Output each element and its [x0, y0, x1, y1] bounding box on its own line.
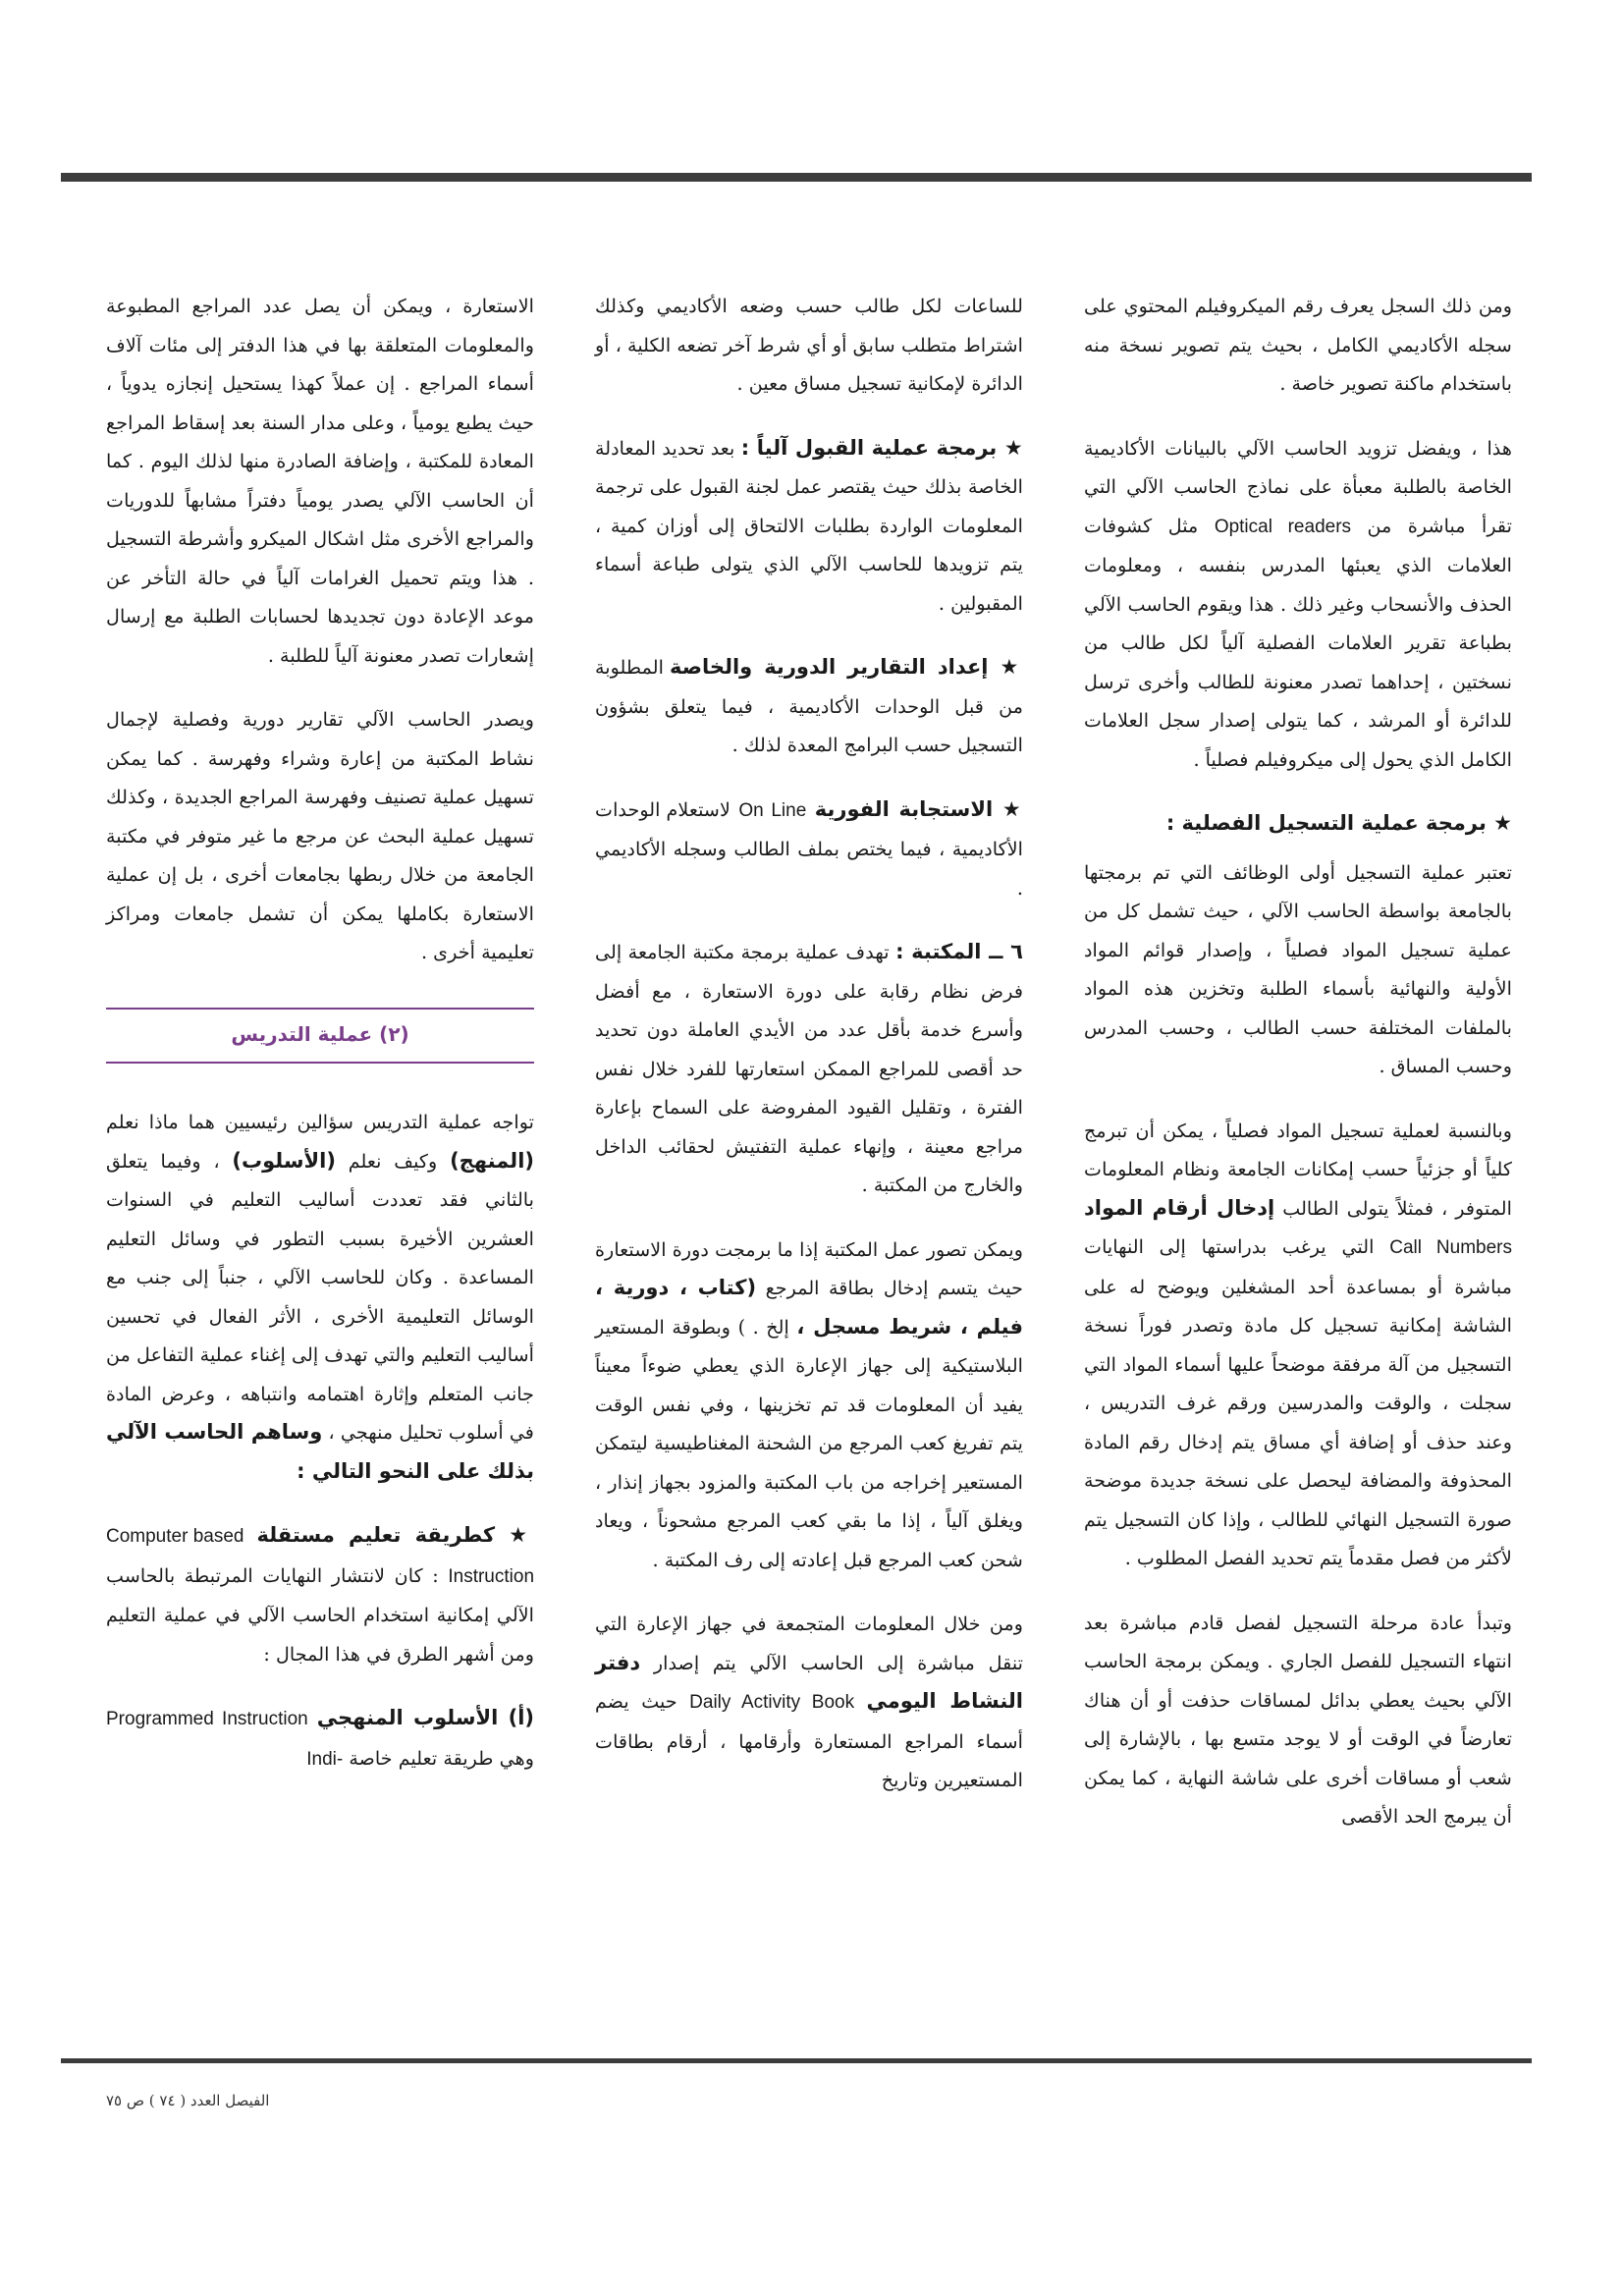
paragraph-text: تهدف عملية برمجة مكتبة الجامعة إلى فرض نظام رقابة على دورة الاستعارة ، مع أفضل وأسرع خدمة بأقل عدد من الأيدي العاملة دون تحديد حد أقصى للمراجع الممكن استعارتها للفرد خلال نفس الفترة ، وتقليل القيود المفروضة على السماح بإعارة مراجع معينة ، وإنهاء عملية التفتيش لحقائب الداخل والخارج من المكتبة . [595, 941, 1023, 1196]
paragraph-text: ويمكن تصور عمل المكتبة إذا ما برمجت دورة الاستعارة حيث يتسم إدخال بطاقة المرجع [595, 1237, 1023, 1299]
subheading: ٦ ــ المكتبة : [895, 940, 1023, 963]
bold-term: إدخال أرقام المواد [1084, 1195, 1275, 1220]
paragraph: الاستعارة ، ويمكن أن يصل عدد المراجع المطبوعة والمعلومات المتعلقة بها في هذا الدفتر إلى مئات آلاف أسماء المراجع . إن عملاً كهذا يستحيل إنجازه يدوياً ، حيث يطبع يومياً ، وعلى مدار السنة بعد إسقاط المراجع المعادة للمكتبة ، وإضافة الصادرة منها لذلك اليوم . كما أن الحاسب الآلي يصدر يومياً دفتراً مشابهاً للدوريات والمراجع الأخرى مثل اشكال الميكرو وأشرطة التسجيل . هذا ويتم تحميل الغرامات آلياً في حالة التأخر عن موعد الإعادة دون تجديدها لحسابات الطلبة مع إرسال إشعارات تصدر معنونة آلياً للطلبة . [106, 295, 534, 667]
english-term: Optical readers [1214, 516, 1352, 537]
paragraph-text: المطلوبة من قبل الوحدات الأكاديمية ، فيما يتعلق بشؤون التسجيل حسب البرامج المعدة لذلك . [595, 656, 1023, 756]
bottom-rule [61, 2058, 1532, 2063]
paragraph: تعتبر عملية التسجيل أولى الوظائف التي تم برمجتها بالجامعة بواسطة الحاسب الآلي ، حيث تشمل كل من عملية تسجيل المواد فصلياً ، وإصدار قوائم المواد الأولية والنهائية بأسماء الطلبة وتخزين هذه المواد بالملفات المختلفة حسب الطالب ، وحسب المدرس وحسب المساق . [1084, 860, 1512, 1077]
paragraph-text: تواجه عملية التدريس سؤالين رئيسيين هما ماذا نعلم [106, 1111, 534, 1133]
paragraph-text: : كان لانتشار النهايات المرتبطة بالحاسب الآلي إمكانية استخدام الحاسب الآلي في عملية التعليم ومن أشهر الطرق في هذا المجال : [106, 1563, 534, 1666]
paragraph-text: بعد تحديد المعادلة الخاصة بذلك حيث يقتصر عمل لجنة القبول على ترجمة المعلومات الواردة بطلبات الالتحاق إلى أوزان كمية ، يتم تزويدها للحاسب الآلي الذي يتولى طباعة أسماء المقبولين . [595, 436, 1023, 615]
paragraph: ومن ذلك السجل يعرف رقم الميكروفيلم المحتوي على سجله الأكاديمي الكامل ، بحيث يتم تصوير نسخة منه باستخدام ماكنة تصوير خاصة . [1084, 295, 1512, 395]
english-term: Computer based Instruction [106, 1526, 535, 1587]
paragraph [595, 648, 1023, 765]
paragraph [595, 1230, 1023, 1580]
english-term: Indi- [306, 1748, 344, 1770]
paragraph [1084, 1112, 1512, 1578]
paragraph [595, 429, 1023, 624]
paragraph-text: مثل كشوفات العلامات الذي يعبئها المدرس بنفسه ، ومعلومات الحذف والأنسحاب وغير ذلك . هذا ويقوم الحاسب الآلي بطباعة تقرير العلامات الفصلية آلياً لكل طالب من نسختين ، إحداهما تصدر معنونة للطالب وأخرى ترسل للدائرة أو المرشد ، كما يتولى إصدار سجل العلامات الكامل الذي يحول إلى ميكروفيلم فصلياً . [1084, 514, 1512, 771]
paragraph-text: وكيف نعلم [348, 1149, 438, 1173]
paragraph-text: التي يرغب بدراستها إلى النهايات مباشرة أو بمساعدة أحد المشغلين ويوضح له على الشاشة إمكانية تسجيل كل مادة وتصدر فوراً نسخة التسجيل من آلة مرفقة موضحاً عليها أسماء المواد التي سجلت ، والوقت والمدرسين ورقم غرف التدريس ، وعند حذف أو إضافة أي مساق يتم إدخال رقم المادة المحذوفة والمضافة ليحصل على نسخة جديدة موضحة صورة التسجيل النهائي للطالب ، وإذا كان التسجيل يتم لأكثر من فصل مقدماً يتم تحديد الفصل المطلوب . [1084, 1235, 1512, 1569]
english-term: Daily Activity Book [689, 1692, 855, 1713]
bold-term: دفتر النشاط اليومي [595, 1650, 1023, 1713]
column-middle [595, 287, 1023, 1810]
bold-term: (الأسلوب) [232, 1148, 336, 1173]
bold-term: وساهم الحاسب الآلي بذلك على النحو التالي : [106, 1420, 534, 1483]
english-term: On Line [738, 799, 807, 821]
column-right [1084, 287, 1512, 1846]
paragraph-text: وهي طريقة تعليم خاصة [349, 1746, 534, 1770]
subheading: ★ إعداد التقارير الدورية والخاصة [670, 655, 1023, 679]
paragraph-text: إلخ . ) وبطوقة المستعير البلاستيكية إلى جهاز الإعارة الذي يعطي ضوءاً معيناً يفيد أن المعلومات قد تم تخزينها ، وفي نفس الوقت يتم تفريغ كعب المرجع من الشحنة المغناطيسية ليتمكن المستعير إخراجه من باب المكتبة والمزود بجهاز إنذار ، ويغلق آلياً ، إذا ما بقي كعب المرجع مشحوناً ، ويعاد شحن كعب المرجع قبل إعادته إلى رف المكتبة . [595, 1315, 1023, 1571]
paragraph-text: لاستعلام الوحدات الأكاديمية ، فيما يختص بملف الطالب وسجله الأكاديمي . [595, 797, 1023, 900]
english-term: Call Numbers [1389, 1237, 1512, 1258]
column-left [106, 287, 534, 1788]
page-footer: الفيصل العدد ( ٧٤ ) ص ٧٥ [106, 2092, 270, 2109]
paragraph [106, 1103, 534, 1491]
paragraph [595, 933, 1023, 1205]
paragraph [595, 791, 1023, 908]
paragraph-text: ومن خلال المعلومات المتجمعة في جهاز الإعارة التي تنقل مباشرة إلى الحاسب الآلي يتم إصدار [595, 1613, 1023, 1674]
paragraph [595, 1605, 1023, 1800]
top-rule [61, 173, 1532, 182]
paragraph: للساعات لكل طالب حسب وضعه الأكاديمي وكذلك اشتراط متطلب سابق أو أي شرط آخر تضعه الكلية ، أو الدائرة لإمكانية تسجيل مساق معين . [595, 295, 1023, 395]
subheading: ★ الاستجابة الفورية [814, 796, 1023, 821]
paragraph: وتبدأ عادة مرحلة التسجيل لفصل قادم مباشرة بعد انتهاء التسجيل للفصل الجاري . ويمكن برمجة الحاسب الآلي بحيث يعطي بدائل لمساقات حذفت أو أن هناك تعارضاً في الوقت أو لا يوجد متسع بها ، بالإشارة إلى شعب أو مساقات أخرى على شاشة النهاية ، كما يمكن أن يبرمج الحد الأقصى [1084, 1611, 1512, 1828]
subheading: (أ) الأسلوب المنهجي [316, 1706, 534, 1729]
subheading: ★ كطريقة تعليم مستقلة [256, 1523, 534, 1547]
english-term: Programmed Instruction [106, 1709, 308, 1729]
bold-term: (المنهج) [450, 1148, 534, 1173]
paragraph-text: حيث يضم أسماء المراجع المستعارة وأرقامها ، أرقام بطاقات المستعيرين وتاريخ [595, 1690, 1023, 1791]
bold-term: (كتاب ، دورية ، فيلم ، شريط مسجل ، [595, 1276, 1023, 1339]
paragraph [1084, 429, 1512, 780]
subheading: ★ برمجة عملية القبول آلياً : [740, 435, 1023, 460]
paragraph: ويصدر الحاسب الآلي تقارير دورية وفصلية لإجمال نشاط المكتبة من إعارة وشراء وفهرسة . كما يمكن تسهيل عملية تصنيف وفهرسة المراجع الجديدة ، وكذلك تسهيل عملية البحث عن مرجع ما غير متوفر في مكتبة الجامعة من خلال ربطها بجامعات أخرى ، بل إن عملية الاستعارة بكاملها يمكن أن تشمل جامعات ومراكز تعليمية أخرى . [106, 708, 534, 963]
paragraph-text: وبالنسبة لعملية تسجيل المواد فصلياً ، يمكن أن تبرمج كلياً أو جزئياً حسب إمكانات الجامعة ونظام المعلومات المتوفر ، فمثلاً يتولى الطالب [1084, 1119, 1512, 1220]
paragraph [106, 1699, 534, 1778]
paragraph [106, 1516, 534, 1673]
paragraph-text: هذا ، ويفضل تزويد الحاسب الآلي بالبيانات الأكاديمية الخاصة بالطلبة معبأة على نماذج الحاسب الآلي التي تقرأ مباشرة من [1084, 436, 1512, 537]
subheading: ★ برمجة عملية التسجيل الفصلية : [1165, 811, 1512, 835]
paragraph-text: ، وفيما يتعلق بالثاني فقد تعددت أساليب التعليم في السنوات العشرين الأخيرة بسبب التطور في وسائل التعليم المساعدة . وكان للحاسب الآلي ، جنباً إلى جنب مع الوسائل التعليمية الأخرى ، الأثر الفعال في تحسين أساليب التعليم والتي تهدف إلى إغناء عملية التفاعل من جانب المتعلم وإثارة اهتمامه وانتباهه ، وعرض المادة في أسلوب تحليل منهجي ، [106, 1149, 534, 1444]
section-heading: (٢) عملية التدريس [106, 1008, 534, 1065]
